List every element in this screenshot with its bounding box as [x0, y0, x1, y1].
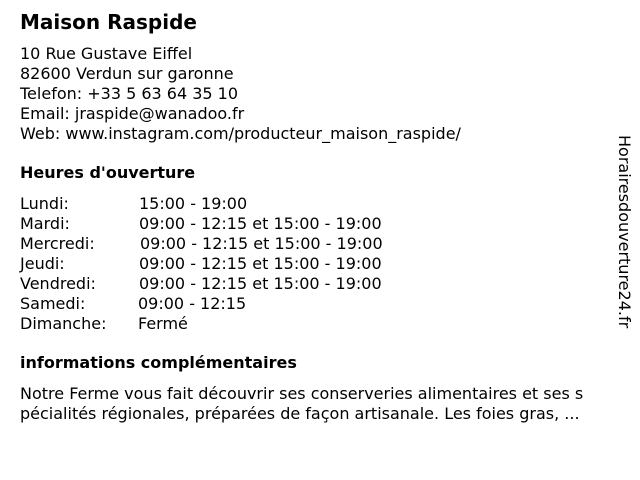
address-block	[20, 44, 461, 144]
day-hours: Fermé	[138, 314, 188, 333]
hours-heading: Heures d'ouverture	[20, 163, 196, 182]
day-hours: 09:00 - 12:15 et 15:00 - 19:00	[139, 254, 382, 273]
info-heading: informations complémentaires	[20, 353, 297, 372]
day-hours: 09:00 - 12:15 et 15:00 - 19:00	[139, 214, 382, 233]
phone-line: Telefon: +33 5 63 64 35 10	[20, 84, 239, 103]
web-line: Web: www.instagram.com/producteur_maison_raspide/	[20, 124, 461, 143]
day-label: Jeudi:	[20, 254, 65, 273]
day-label: Vendredi:	[20, 274, 96, 293]
site-watermark: Horairesdouverture24.fr	[615, 135, 634, 329]
day-hours: 09:00 - 12:15 et 15:00 - 19:00	[139, 274, 382, 293]
day-label: Mercredi:	[20, 234, 95, 253]
day-hours: 09:00 - 12:15	[138, 294, 247, 313]
info-line-2: pécialités régionales, préparées de façon artisanale. Les foies gras, ...	[20, 404, 580, 423]
day-label: Mardi:	[20, 214, 70, 233]
address-street: 10 Rue Gustave Eiffel	[20, 44, 193, 63]
email-line: Email: jraspide@wanadoo.fr	[20, 104, 245, 123]
day-label: Lundi:	[20, 194, 69, 213]
info-description	[20, 384, 632, 424]
day-label: Dimanche:	[20, 314, 107, 333]
day-hours: 09:00 - 12:15 et 15:00 - 19:00	[140, 234, 383, 253]
address-city: 82600 Verdun sur garonne	[20, 64, 234, 83]
business-name: Maison Raspide	[20, 10, 197, 34]
info-line-1: Notre Ferme vous fait découvrir ses conserveries alimentaires et ses s	[20, 384, 584, 403]
day-label: Samedi:	[20, 294, 86, 313]
day-hours: 15:00 - 19:00	[139, 194, 248, 213]
